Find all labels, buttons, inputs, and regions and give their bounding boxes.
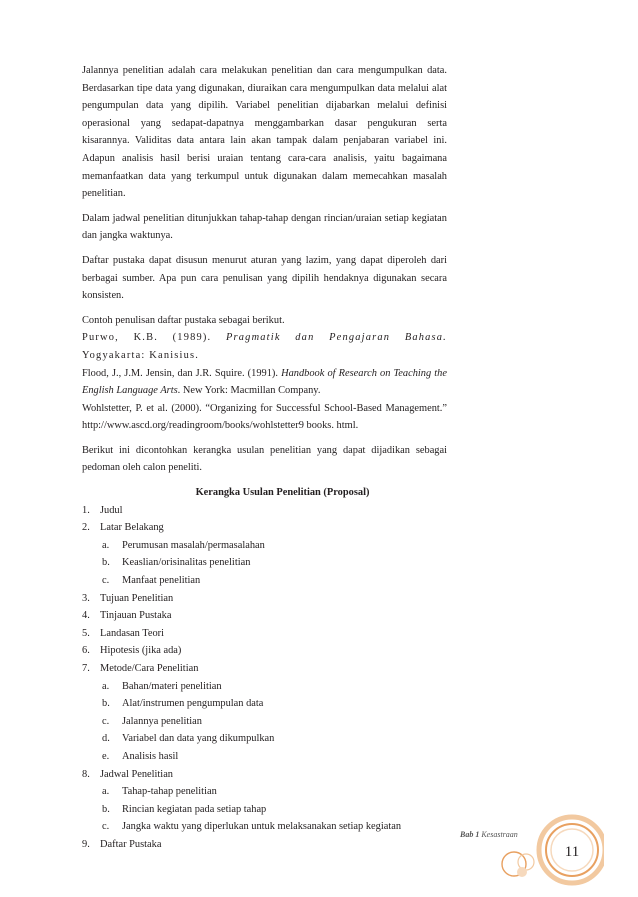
outline-subitem-letter: b. bbox=[102, 803, 110, 815]
outline-subitem bbox=[100, 695, 447, 713]
outline-item-label: Latar Belakang bbox=[100, 522, 164, 534]
outline-item-label: Tinjauan Pustaka bbox=[100, 610, 172, 622]
outline-item bbox=[82, 766, 447, 836]
outline-subitem-letter: b. bbox=[102, 557, 110, 569]
paragraph-daftar-pustaka: Daftar pustaka dapat disusun menurut aturan yang lazim, yang dapat diperoleh dari berbagai sumber. Apa pun cara penulisan yang dipilih hendaknya digunakan secara konsisten. bbox=[82, 254, 447, 302]
outline-subitem bbox=[100, 713, 447, 731]
reference-examples bbox=[82, 312, 447, 435]
outline-subitem-label: Bahan/materi penelitian bbox=[122, 680, 222, 692]
reference-flood bbox=[82, 365, 447, 400]
page-body bbox=[82, 62, 447, 854]
outline-subitem-letter: c. bbox=[102, 715, 110, 727]
outline-item-label: Jadwal Penelitian bbox=[100, 768, 174, 780]
outline-subitem-label: Analisis hasil bbox=[122, 750, 179, 762]
outline-subitem bbox=[100, 537, 447, 555]
outline-subitem-label: Jalannya penelitian bbox=[122, 715, 202, 727]
outline-subitem bbox=[100, 678, 447, 696]
outline-item-number: 5. bbox=[82, 627, 90, 639]
outline-item-number: 9. bbox=[82, 838, 90, 850]
outline-subitem bbox=[100, 818, 447, 836]
outline-subitem-letter: a. bbox=[102, 786, 110, 798]
outline-sublist bbox=[100, 678, 447, 766]
reference-purwo bbox=[82, 329, 447, 364]
outline-item-label: Judul bbox=[100, 504, 123, 516]
outline-subitem-letter: a. bbox=[102, 680, 110, 692]
outline-subitem bbox=[100, 730, 447, 748]
proposal-outline bbox=[82, 502, 447, 854]
reference-publisher: . New York: Macmillan Company. bbox=[177, 385, 321, 397]
outline-subitem-letter: c. bbox=[102, 821, 110, 833]
decor-dot-icon bbox=[517, 867, 527, 877]
outline-subitem bbox=[100, 572, 447, 590]
outline-item-label: Metode/Cara Penelitian bbox=[100, 663, 199, 674]
outline-subitem-label: Manfaat penelitian bbox=[122, 575, 201, 587]
outline-subitem-label: Alat/instrumen pengumpulan data bbox=[122, 698, 264, 710]
outline-item bbox=[82, 590, 447, 608]
outline-item bbox=[82, 660, 447, 766]
outline-subitem-label: Rincian kegiatan pada setiap tahap bbox=[122, 803, 267, 815]
outline-item-label: Tujuan Penelitian bbox=[100, 592, 174, 604]
paragraph-jalannya-penelitian: Jalannya penelitian adalah cara melakukan penelitian dan cara mengumpulkan data. Berdasarkan tipe data yang digunakan, diuraikan cara mengumpulkan data melalui alat pengumpulan data yang dipilih. Variabel penelitian dijabarkan melalui definisi operasional yang sedapat-dapatnya menggambarkan dasar pengukuran serta kisarannya. Validitas data antara lain akan tampak dalam penjabaran variabel ini. Adapun analisis hasil berisi uraian tentang cara-cara analisis, yaitu bagaimana memanfaatkan data yang terkumpul untuk digunakan dalam memecahkan masalah penelitian. bbox=[82, 65, 447, 200]
outline-subitem-letter: c. bbox=[102, 575, 110, 587]
outline-item bbox=[82, 607, 447, 625]
outline-subitem bbox=[100, 783, 447, 801]
reference-author: Purwo, K.B. (1989). bbox=[82, 332, 212, 344]
chapter-label: Bab 1 bbox=[460, 830, 480, 839]
reference-title: Pragmatik dan Pengajaran Bahasa. bbox=[225, 332, 447, 344]
outline-item-label: Daftar Pustaka bbox=[100, 838, 162, 850]
paragraph-jadwal-penelitian: Dalam jadwal penelitian ditunjukkan tahap-tahap dengan rincian/uraian setiap kegiatan dan jangka waktunya. bbox=[82, 212, 447, 242]
outline-item-number: 3. bbox=[82, 592, 90, 604]
outline-title: Kerangka Usulan Penelitian (Proposal) bbox=[195, 487, 370, 499]
outline-item bbox=[82, 519, 447, 589]
outline-item-label: Hipotesis (jika ada) bbox=[100, 645, 182, 657]
outline-sublist bbox=[100, 537, 447, 590]
outline-item bbox=[82, 642, 447, 660]
outline-item bbox=[82, 836, 447, 854]
outline-item bbox=[82, 625, 447, 643]
outline-item-number: 8. bbox=[82, 768, 90, 780]
outline-item bbox=[82, 502, 447, 520]
reference-author: Flood, J., J.M. Jensin, dan J.R. Squire. (1991). bbox=[82, 367, 278, 379]
reference-publisher: Yogyakarta: Kanisius. bbox=[82, 349, 200, 361]
page-number: 11 bbox=[564, 844, 580, 860]
outline-item-number: 6. bbox=[82, 645, 90, 657]
outline-item-number: 1. bbox=[82, 504, 90, 516]
outline-item-number: 4. bbox=[82, 610, 90, 622]
outline-subitem-label: Keaslian/orisinalitas penelitian bbox=[122, 557, 251, 569]
reference-intro: Contoh penulisan daftar pustaka sebagai berikut. bbox=[82, 314, 285, 326]
outline-subitem bbox=[100, 748, 447, 766]
outline-subitem-letter: d. bbox=[102, 733, 110, 745]
outline-subitem-label: Perumusan masalah/permasalahan bbox=[122, 539, 265, 551]
outline-subitem-letter: b. bbox=[102, 698, 110, 710]
outline-intro: Berikut ini dicontohkan kerangka usulan penelitian yang dapat dijadikan sebagai pedoman oleh calon peneliti. bbox=[82, 444, 447, 474]
outline-subitem bbox=[100, 554, 447, 572]
outline-item-number: 7. bbox=[82, 663, 90, 674]
outline-subitem bbox=[100, 801, 447, 819]
outline-item-label: Landasan Teori bbox=[100, 627, 164, 639]
subject-label: Kesastraan bbox=[481, 830, 518, 839]
outline-subitem-label: Jangka waktu yang diperlukan untuk melaksanakan setiap kegiatan bbox=[122, 821, 402, 833]
page-number-decoration bbox=[494, 810, 604, 890]
outline-subitem-label: Tahap-tahap penelitian bbox=[122, 786, 217, 798]
outline-subitem-letter: e. bbox=[102, 750, 110, 762]
outline-sublist bbox=[100, 783, 447, 836]
outline-subitem-letter: a. bbox=[102, 539, 110, 551]
reference-wohlstetter: Wohlstetter, P. et al. (2000). “Organizing for Successful School-Based Management.” http://www.ascd.org/readingroom/books/wohlstetter9 books. html. bbox=[82, 402, 447, 432]
reference-title: Handbook of Research on Teaching the English Language Arts bbox=[82, 367, 447, 397]
outline-subitem-label: Variabel dan data yang dikumpulkan bbox=[122, 733, 275, 745]
outline-item-number: 2. bbox=[82, 522, 90, 534]
